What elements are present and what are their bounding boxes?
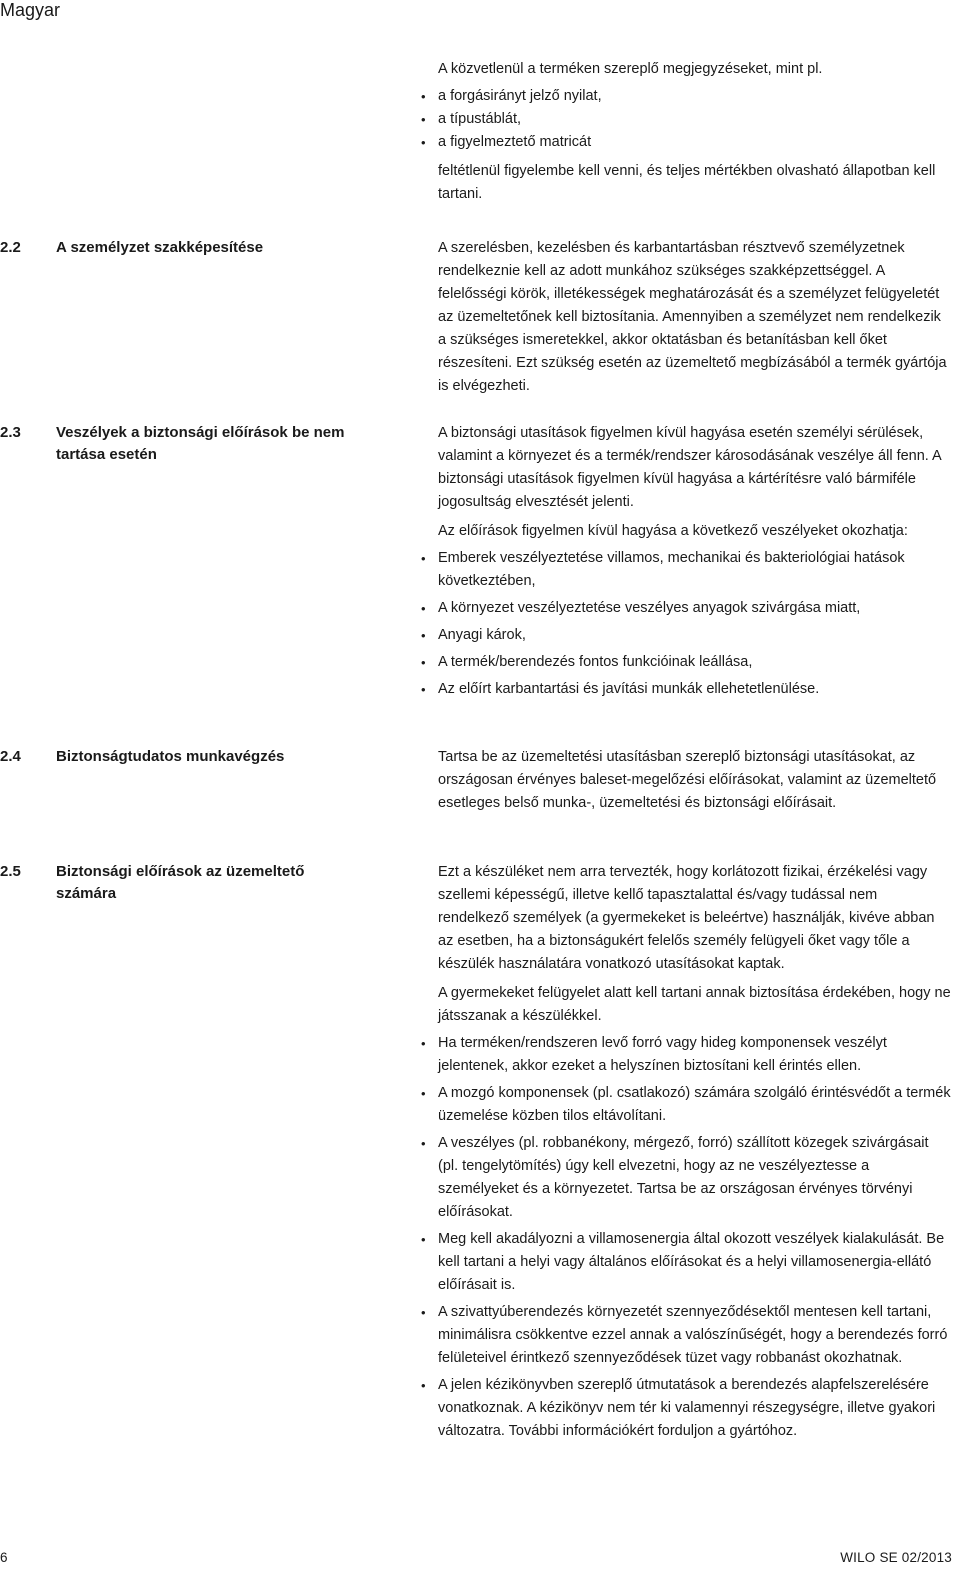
list-item: • a típustáblát, xyxy=(438,108,950,131)
list-item: • A mozgó komponensek (pl. csatlakozó) számára szolgáló érintésvédőt a termék üzemelése közben tilos eltávolítani. xyxy=(438,1082,952,1128)
list-item: • a figyelmeztető matricát xyxy=(438,131,950,154)
page-number: 6 xyxy=(0,1550,8,1565)
bullet-list xyxy=(438,547,952,701)
section-title: A személyzet szakképesítése xyxy=(56,239,264,256)
section-number: 2.2 xyxy=(0,239,21,256)
list-item: • A jelen kézikönyvben szereplő útmutatások a berendezés alapfelszerelésére vonatkoznak. A kézikönyv nem tér ki valamennyi részegységre, illetve gyakori változatra. További információkért forduljon a gyártóhoz. xyxy=(438,1374,952,1443)
publisher-footer: WILO SE 02/2013 xyxy=(840,1550,952,1565)
section-title: Veszélyek a biztonsági előírások be nem tartása esetén xyxy=(56,424,345,463)
list-item: • A veszélyes (pl. robbanékony, mérgező, forró) szállított közegek szivárgásait (pl. tengelytömítés) úgy kell elvezetni, hogy az ne veszélyeztesse a személyeket és a környezetet. Tartsa be az országosan érvényes törvényi előírásokat. xyxy=(438,1132,952,1224)
section-body xyxy=(438,861,952,1443)
list-item: • Az előírt karbantartási és javítási munkák ellehetetlenülése. xyxy=(438,678,952,701)
intro-list xyxy=(438,85,950,154)
paragraph: Ezt a készüléket nem arra tervezték, hogy korlátozott fizikai, érzékelési vagy szellemi képességű, illetve kellő tapasztalattal és/vagy tudással nem rendelkező személyek (a gyermekeket is beleértve) használják, kivéve abban az esetben, ha a biztonságukért felelős személy felügyeli őket vagy tőle a készülék használatára vonatkozó utasításokat kaptak. xyxy=(438,864,935,972)
paragraph: A biztonsági utasítások figyelmen kívül hagyása esetén személyi sérülések, valamint a környezet és a termék/rendszer károsodásának veszélye áll fenn. A biztonsági utasítások figyelmen kívül hagyása a kártérítésre való bármiféle jogosultság elvesztését jelenti. xyxy=(438,425,941,510)
section-number: 2.5 xyxy=(0,863,21,880)
section-body xyxy=(438,746,952,815)
list-item: • A környezet veszélyeztetése veszélyes anyagok szivárgása miatt, xyxy=(438,597,952,620)
paragraph: A gyermekeket felügyelet alatt kell tartani annak biztosítása érdekében, hogy ne játsszanak a készülékkel. xyxy=(438,985,951,1024)
bullet-list xyxy=(438,1032,952,1443)
paragraph: Tartsa be az üzemeltetési utasításban szereplő biztonsági utasításokat, az országosan érvényes baleset-megelőzési előírásokat, valamint az üzemeltető esetleges belső munka-, üzemeltetési és biztonsági előírásait. xyxy=(438,749,937,811)
list-item: • Anyagi károk, xyxy=(438,624,952,647)
list-item: • Meg kell akadályozni a villamosenergia által okozott veszélyek kialakulását. Be kell tartani a helyi vagy általános előírásokat és a helyi villamosenergia-ellátó előírásait is. xyxy=(438,1228,952,1297)
list-item: • a forgásirányt jelző nyilat, xyxy=(438,85,950,108)
list-item: • Emberek veszélyeztetése villamos, mechanikai és bakteriológiai hatások következtében, xyxy=(438,547,952,593)
section-title: Biztonsági előírások az üzemeltető számára xyxy=(56,863,305,902)
list-item: • A szivattyúberendezés környezetét szennyeződésektől mentesen kell tartani, minimálisra csökkentve ezzel annak a valószínűségét, hogy a berendezés forró felületeivel érintkező szennyeződések tüzet vagy robbanást okozhatnak. xyxy=(438,1301,952,1370)
paragraph: Az előírások figyelmen kívül hagyása a következő veszélyeket okozhatja: xyxy=(438,523,908,539)
list-item: • Ha terméken/rendszeren levő forró vagy hideg komponensek veszélyt jelentenek, akkor ezeket a helyszínen biztosítani kell érintés ellen. xyxy=(438,1032,952,1078)
section-number: 2.3 xyxy=(0,424,21,441)
section-title: Biztonságtudatos munkavégzés xyxy=(56,748,285,765)
intro-tail: feltétlenül figyelembe kell venni, és teljes mértékben olvasható állapotban kell tartani. xyxy=(438,163,936,202)
paragraph: A szerelésben, kezelésben és karbantartásban résztvevő személyzetnek rendelkeznie kell az adott munkához szükséges szakképzettséggel. A felelősségi körök, illetékességek meghatározását és a személyzet felügyeletét az üzemeltetőnek kell biztosítania. Amennyiben a személyzet nem rendelkezik a szükséges ismeretekkel, akkor oktatásban és betanításban kell őket részesíteni. Ezt szükség esetén az üzemeltető megbízásából a termék gyártója is elvégezheti. xyxy=(438,240,947,394)
intro-block xyxy=(438,58,950,206)
language-header: Magyar xyxy=(0,0,61,20)
section-body xyxy=(438,237,952,398)
section-number: 2.4 xyxy=(0,748,21,765)
intro-lead: A közvetlenül a terméken szereplő megjegyzéseket, mint pl. xyxy=(438,61,823,77)
list-item: • A termék/berendezés fontos funkcióinak leállása, xyxy=(438,651,952,674)
section-body xyxy=(438,422,952,701)
